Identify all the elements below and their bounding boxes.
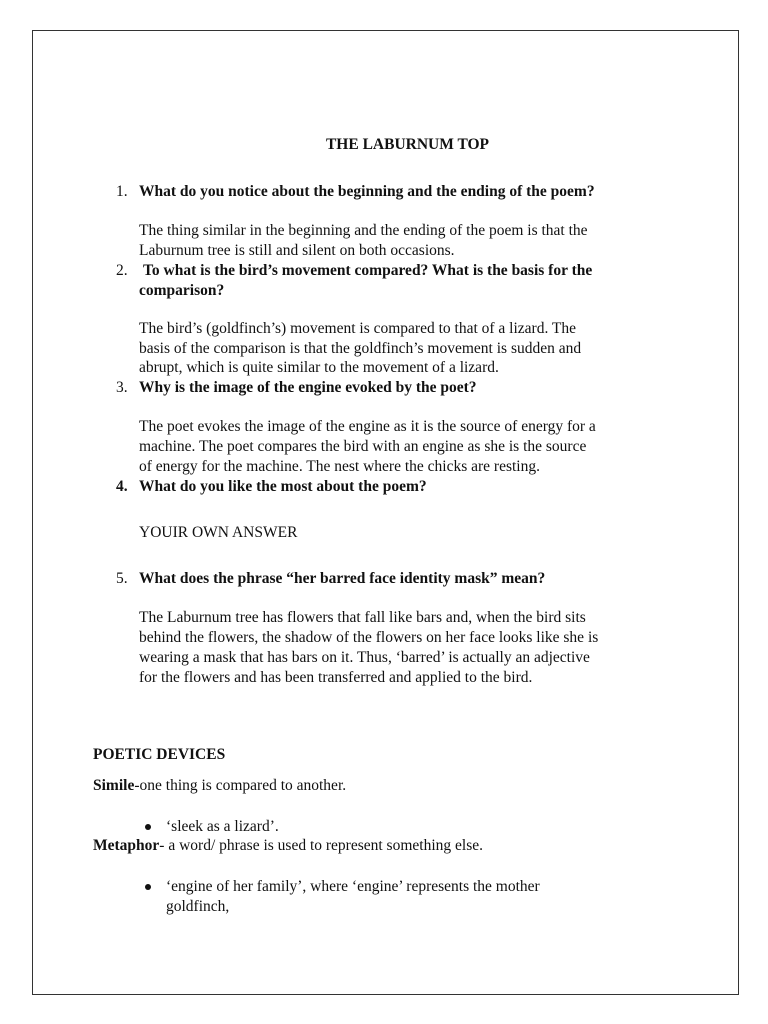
metaphor-definition — [93, 836, 483, 856]
question-2-number: 2. — [116, 262, 128, 279]
question-3-number: 3. — [116, 379, 128, 396]
answer-1-line-1: The thing similar in the beginning and the ending of the poem is that the — [139, 222, 588, 239]
question-3-text: Why is the image of the engine evoked by the poet? — [139, 379, 477, 396]
answer-2-line-3: abrupt, which is quite similar to the movement of a lizard. — [139, 359, 499, 376]
question-5-number: 5. — [116, 570, 128, 587]
bullet-icon — [145, 824, 151, 830]
metaphor-example-line-2: goldfinch, — [166, 898, 230, 915]
question-2-text-line-1: To what is the bird’s movement compared? What is the basis for the — [143, 262, 593, 279]
question-2-text-line-2: comparison? — [139, 282, 225, 299]
simile-term: Simile — [93, 777, 135, 794]
metaphor-term: Metaphor — [93, 837, 160, 854]
answer-5-line-3: wearing a mask that has bars on it. Thus, ‘barred’ is actually an adjective — [139, 649, 590, 666]
simile-definition — [93, 776, 346, 796]
question-4-number: 4. — [116, 478, 128, 495]
answer-2-line-1: The bird’s (goldfinch’s) movement is compared to that of a lizard. The — [139, 320, 577, 337]
answer-3-line-2: machine. The poet compares the bird with an engine as she is the source — [139, 438, 587, 455]
document-title: THE LABURNUM TOP — [325, 136, 490, 153]
metaphor-example-line-1: ‘engine of her family’, where ‘engine’ represents the mother — [166, 878, 540, 895]
question-5-text: What does the phrase “her barred face identity mask” mean? — [139, 570, 546, 587]
question-1-text: What do you notice about the beginning and the ending of the poem? — [139, 183, 595, 200]
metaphor-definition-text: - a word/ phrase is used to represent something else. — [159, 837, 483, 854]
simile-example: ‘sleek as a lizard’. — [166, 818, 279, 835]
question-1-number: 1. — [116, 183, 128, 200]
answer-5-line-2: behind the flowers, the shadow of the flowers on her face looks like she is — [139, 629, 599, 646]
answer-2-line-2: basis of the comparison is that the goldfinch’s movement is sudden and — [139, 340, 582, 357]
answer-1-line-2: Laburnum tree is still and silent on both occasions. — [139, 242, 455, 259]
answer-3-line-1: The poet evokes the image of the engine as it is the source of energy for a — [139, 418, 596, 435]
answer-5-line-4: for the flowers and has been transferred and applied to the bird. — [139, 669, 533, 686]
poetic-devices-heading: POETIC DEVICES — [93, 746, 226, 763]
answer-3-line-3: of energy for the machine. The nest where the chicks are resting. — [139, 458, 540, 475]
bullet-icon — [145, 884, 151, 890]
answer-5-line-1: The Laburnum tree has flowers that fall like bars and, when the bird sits — [139, 609, 586, 626]
question-4-text: What do you like the most about the poem? — [139, 478, 427, 495]
answer-4-line-1: YOUIR OWN ANSWER — [139, 524, 298, 541]
simile-definition-text: -one thing is compared to another. — [134, 777, 347, 794]
